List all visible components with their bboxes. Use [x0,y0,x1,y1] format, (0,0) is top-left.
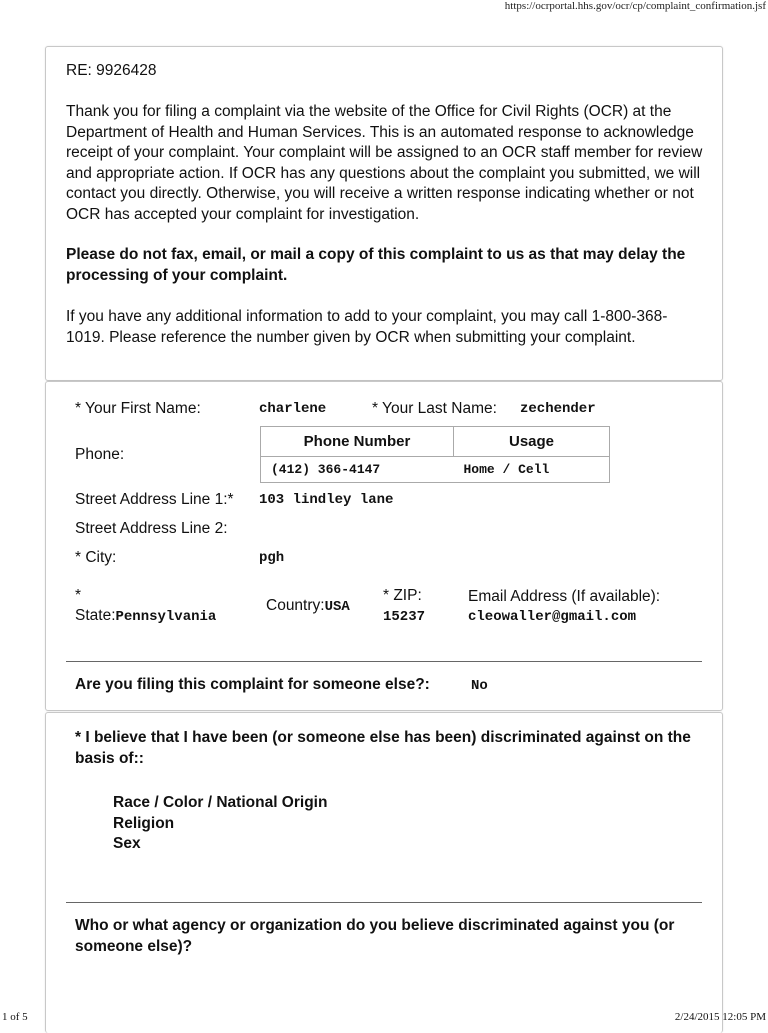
list-item: Religion [113,814,175,832]
usage-header: Usage [454,427,610,457]
list-item: Race / Color / National Origin [113,794,328,811]
street2-label: Street Address Line 2: [75,520,228,537]
agency-question: Who or what agency or organization do you believe discriminated against you (or someone else)? [75,917,675,955]
state-required-marker: * [75,587,82,604]
country-value: USA [324,599,350,615]
street1-value: 103 lindley lane [259,492,394,508]
street1-label: Street Address Line 1:* [75,491,234,508]
phone-label: Phone: [75,446,125,463]
print-timestamp: 2/24/2015 12:05 PM [674,1011,766,1023]
state-label: State: [75,607,116,624]
zip-value: 15237 [383,609,426,625]
reference-label: RE: [66,62,92,79]
page-indicator: 1 of 5 [2,1011,28,1023]
filing-for-other-value: No [471,678,488,694]
warning-text: Please do not fax, email, or mail a copy of this complaint to us as that may delay the processing of your complaint. [66,246,686,284]
discrimination-panel [45,712,723,1033]
last-name-value: zechender [520,401,596,417]
zip-label: * ZIP: [383,587,422,604]
table-row [261,457,610,483]
confirmation-panel [45,46,723,381]
email-value: cleowaller@gmail.com [468,609,637,625]
first-name-value: charlene [259,401,327,417]
section-divider [66,661,702,662]
section-divider [66,902,702,903]
usage-cell: Home / Cell [454,457,610,483]
city-label: * City: [75,549,117,566]
list-item: Sex [113,835,141,852]
state-field [75,606,216,627]
country-field [266,596,350,617]
reference-number: 9926428 [96,62,157,79]
city-value: pgh [259,550,285,566]
phone-number-cell: (412) 366-4147 [261,457,454,483]
acknowledgement-text: Thank you for filing a complaint via the website of the Office for Civil Rights (OCR) at the Department of Health and Human Services. This is an automated response to acknowledge receipt of your complaint. Your complaint will be assigned to an OCR staff member for review and appropriate action. If OCR has any questions about the complaint you submitted, we will contact you directly. Otherwise, you will receive a written response indicating whether or not OCR has accepted your complaint for investigation. [66,103,703,223]
state-value: Pennsylvania [115,609,217,625]
basis-list [113,793,327,855]
filing-for-other-label: Are you filing this complaint for someone else?: [75,676,430,693]
contact-panel [45,381,723,711]
phone-number-header: Phone Number [261,427,454,457]
additional-info-text: If you have any additional information to add to your complaint, you may call 1-800-368-1019. Please reference the number given by OCR when submitting your complaint. [66,308,668,346]
basis-label: * I believe that I have been (or someone else has been) discriminated against on the basis of:: [75,729,691,767]
page-url: https://ocrportal.hhs.gov/ocr/cp/complaint_confirmation.jsf [504,0,766,12]
country-label: Country: [266,597,325,614]
last-name-label: * Your Last Name: [372,400,497,417]
first-name-label: * Your First Name: [75,400,201,417]
email-label: Email Address (If available): [468,588,661,605]
reference-line [66,61,157,82]
phone-table [260,426,610,483]
